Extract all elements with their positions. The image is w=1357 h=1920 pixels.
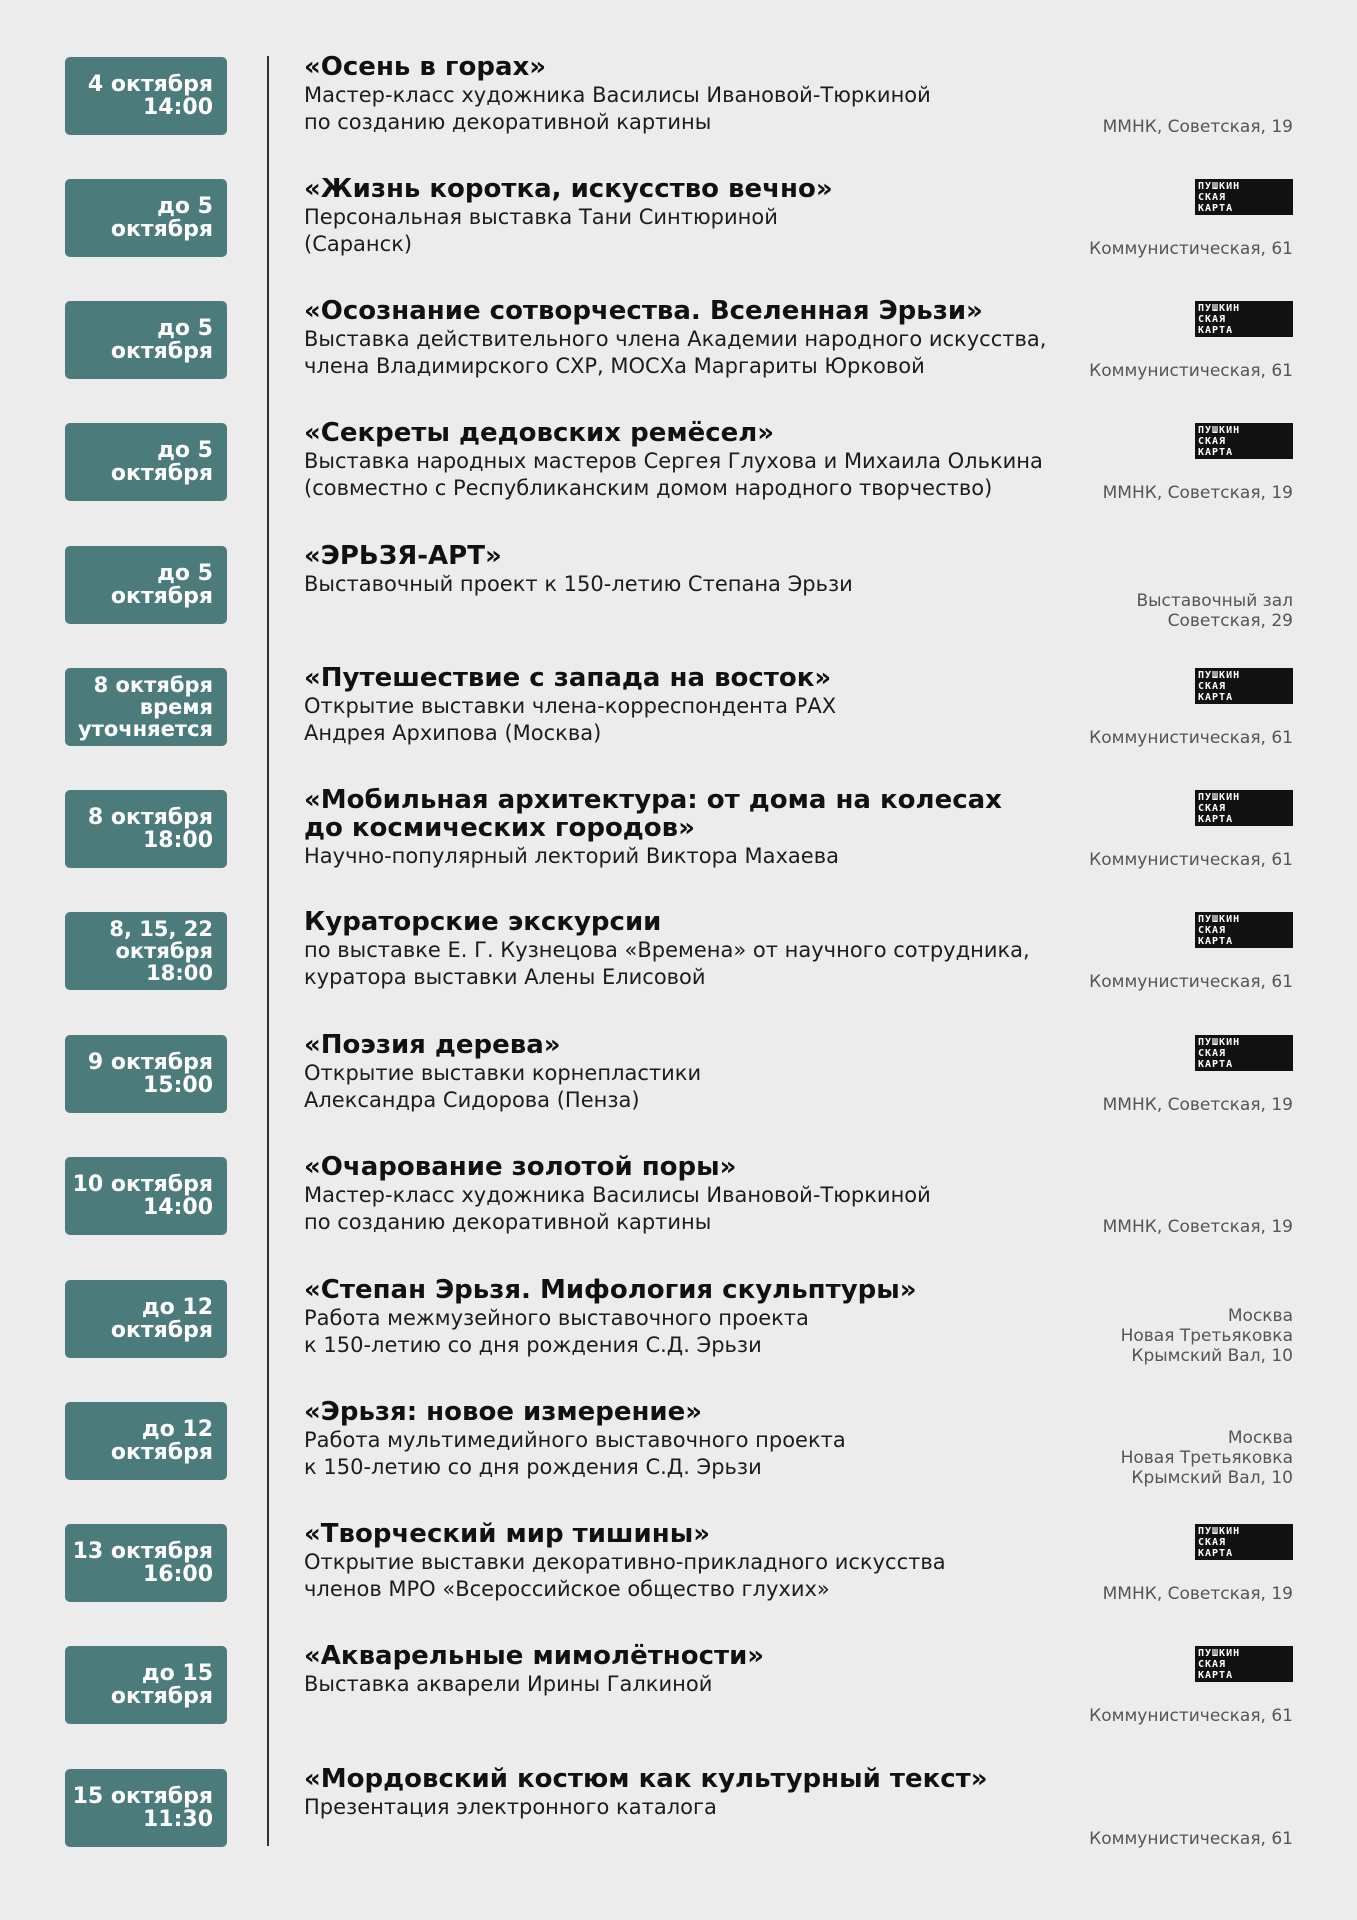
event-venue: Коммунистическая, 61: [1089, 239, 1293, 259]
pushkin-card-logo-line: СКАЯ: [1198, 924, 1227, 936]
pushkin-card-logo-line: КАРТА: [1198, 935, 1234, 947]
event-row: [0, 1397, 1357, 1524]
pushkin-card-logo-line: КАРТА: [1198, 324, 1234, 336]
pushkin-card-logo-line: СКАЯ: [1198, 1536, 1227, 1548]
event-title: «Творческий мир тишины»: [304, 1519, 711, 1549]
pushkin-card-logo-line: КАРТА: [1198, 1547, 1234, 1559]
event-row: [0, 541, 1357, 668]
pushkin-card-logo: [1195, 790, 1293, 826]
event-venue: Выставочный зал Советская, 29: [1136, 591, 1293, 631]
event-venue: Москва Новая Третьяковка Крымский Вал, 10: [1120, 1306, 1293, 1366]
pushkin-card-logo-line: ПУШКИН: [1198, 791, 1241, 803]
event-venue: Коммунистическая, 61: [1089, 361, 1293, 381]
event-venue: Коммунистическая, 61: [1089, 972, 1293, 992]
date-badge: до 5 октября: [65, 179, 227, 257]
date-badge: до 15 октября: [65, 1646, 227, 1724]
event-title: «Осознание сотворчества. Вселенная Эрьзи»: [304, 296, 983, 326]
event-description: Выставка действительного члена Академии народного искусства, члена Владимирского СХР, МОСХа Маргариты Юрковой: [304, 327, 1047, 378]
event-row: [0, 1519, 1357, 1646]
date-badge: 8, 15, 22 октября 18:00: [65, 912, 227, 990]
date-badge: до 5 октября: [65, 423, 227, 501]
event-row: [0, 663, 1357, 790]
date-badge: 13 октября 16:00: [65, 1524, 227, 1602]
event-row: [0, 1152, 1357, 1279]
event-row: [0, 1030, 1357, 1157]
date-badge: 8 октября 18:00: [65, 790, 227, 868]
pushkin-card-logo-line: КАРТА: [1198, 446, 1234, 458]
event-venue: ММНК, Советская, 19: [1102, 1584, 1293, 1604]
event-venue: Коммунистическая, 61: [1089, 850, 1293, 870]
event-description: Мастер-класс художника Василисы Ивановой-Тюркиной по созданию декоративной картины: [304, 83, 931, 134]
event-description: Открытие выставки корнепластики Александра Сидорова (Пенза): [304, 1061, 702, 1112]
pushkin-card-logo-line: КАРТА: [1198, 1058, 1234, 1070]
event-description: Персональная выставка Тани Синтюриной (Саранск): [304, 205, 778, 256]
date-badge: 4 октября 14:00: [65, 57, 227, 135]
event-title: «Жизнь коротка, искусство вечно»: [304, 174, 833, 204]
date-badge: 15 октября 11:30: [65, 1769, 227, 1847]
event-description: Выставка акварели Ирины Галкиной: [304, 1672, 713, 1696]
pushkin-card-logo-line: КАРТА: [1198, 202, 1234, 214]
event-venue: ММНК, Советская, 19: [1102, 1217, 1293, 1237]
event-title: «Мордовский костюм как культурный текст»: [304, 1764, 988, 1794]
event-venue: Коммунистическая, 61: [1089, 1829, 1293, 1849]
date-badge: до 12 октября: [65, 1280, 227, 1358]
pushkin-card-logo-line: ПУШКИН: [1198, 424, 1241, 436]
pushkin-card-logo-line: ПУШКИН: [1198, 913, 1241, 925]
event-row: [0, 785, 1357, 912]
event-venue: Коммунистическая, 61: [1089, 1706, 1293, 1726]
event-title: «Мобильная архитектура: от дома на колесах до космических городов»: [304, 785, 1002, 843]
event-title: «Осень в горах»: [304, 52, 547, 82]
pushkin-card-logo-line: КАРТА: [1198, 813, 1234, 825]
pushkin-card-logo-line: ПУШКИН: [1198, 180, 1241, 192]
pushkin-card-logo: [1195, 1035, 1293, 1071]
event-row: [0, 296, 1357, 423]
event-description: по выставке Е. Г. Кузнецова «Времена» от научного сотрудника, куратора выставки Алены Елисовой: [304, 938, 1030, 989]
pushkin-card-logo-line: СКАЯ: [1198, 191, 1227, 203]
pushkin-card-logo-line: СКАЯ: [1198, 1658, 1227, 1670]
pushkin-card-logo-line: КАРТА: [1198, 1669, 1234, 1681]
event-description: Работа мультимедийного выставочного проекта к 150-летию со дня рождения С.Д. Эрьзи: [304, 1428, 846, 1479]
event-row: [0, 1275, 1357, 1402]
date-badge: 8 октября время уточняется: [65, 668, 227, 746]
date-badge: до 5 октября: [65, 301, 227, 379]
event-description: Презентация электронного каталога: [304, 1795, 717, 1819]
pushkin-card-logo-line: СКАЯ: [1198, 802, 1227, 814]
pushkin-card-logo: [1195, 668, 1293, 704]
date-badge: 10 октября 14:00: [65, 1157, 227, 1235]
pushkin-card-logo-line: ПУШКИН: [1198, 1647, 1241, 1659]
pushkin-card-logo: [1195, 912, 1293, 948]
event-title: «ЭРЬЗЯ-АРТ»: [304, 541, 502, 571]
event-title: «Секреты дедовских ремёсел»: [304, 418, 775, 448]
event-row: [0, 52, 1357, 179]
date-badge: 9 октября 15:00: [65, 1035, 227, 1113]
event-row: [0, 418, 1357, 545]
pushkin-card-logo-line: СКАЯ: [1198, 680, 1227, 692]
event-venue: Москва Новая Третьяковка Крымский Вал, 10: [1120, 1428, 1293, 1488]
event-description: Выставочный проект к 150-летию Степана Эрьзи: [304, 572, 853, 596]
event-description: Работа межмузейного выставочного проекта к 150-летию со дня рождения С.Д. Эрьзи: [304, 1306, 809, 1357]
event-venue: Коммунистическая, 61: [1089, 728, 1293, 748]
event-row: [0, 907, 1357, 1034]
pushkin-card-logo-line: СКАЯ: [1198, 1047, 1227, 1059]
event-title: «Путешествие с запада на восток»: [304, 663, 832, 693]
pushkin-card-logo-line: ПУШКИН: [1198, 669, 1241, 681]
event-title: «Степан Эрьзя. Мифология скульптуры»: [304, 1275, 917, 1305]
pushkin-card-logo-line: ПУШКИН: [1198, 302, 1241, 314]
event-venue: ММНК, Советская, 19: [1102, 483, 1293, 503]
event-title: Кураторские экскурсии: [304, 907, 662, 937]
pushkin-card-logo-line: ПУШКИН: [1198, 1036, 1241, 1048]
event-description: Мастер-класс художника Василисы Ивановой-Тюркиной по созданию декоративной картины: [304, 1183, 931, 1234]
event-venue: ММНК, Советская, 19: [1102, 117, 1293, 137]
event-description: Открытие выставки декоративно-прикладного искусства членов МРО «Всероссийское общество глухих»: [304, 1550, 946, 1601]
date-badge: до 12 октября: [65, 1402, 227, 1480]
pushkin-card-logo: [1195, 1524, 1293, 1560]
event-row: [0, 174, 1357, 301]
event-row: [0, 1764, 1357, 1891]
event-description: Выставка народных мастеров Сергея Глухова и Михаила Олькина (совместно с Республиканским домом народного творчество): [304, 449, 1043, 500]
event-description: Открытие выставки члена-корреспондента РАХ Андрея Архипова (Москва): [304, 694, 837, 745]
pushkin-card-logo-line: КАРТА: [1198, 691, 1234, 703]
pushkin-card-logo: [1195, 301, 1293, 337]
event-row: [0, 1641, 1357, 1768]
pushkin-card-logo-line: СКАЯ: [1198, 435, 1227, 447]
pushkin-card-logo: [1195, 423, 1293, 459]
event-description: Научно-популярный лекторий Виктора Махаева: [304, 844, 839, 868]
pushkin-card-logo-line: СКАЯ: [1198, 313, 1227, 325]
pushkin-card-logo-line: ПУШКИН: [1198, 1525, 1241, 1537]
event-title: «Эрьзя: новое измерение»: [304, 1397, 703, 1427]
event-venue: ММНК, Советская, 19: [1102, 1095, 1293, 1115]
event-title: «Поэзия дерева»: [304, 1030, 561, 1060]
date-badge: до 5 октября: [65, 546, 227, 624]
pushkin-card-logo: [1195, 179, 1293, 215]
event-title: «Акварельные мимолётности»: [304, 1641, 765, 1671]
event-title: «Очарование золотой поры»: [304, 1152, 737, 1182]
pushkin-card-logo: [1195, 1646, 1293, 1682]
